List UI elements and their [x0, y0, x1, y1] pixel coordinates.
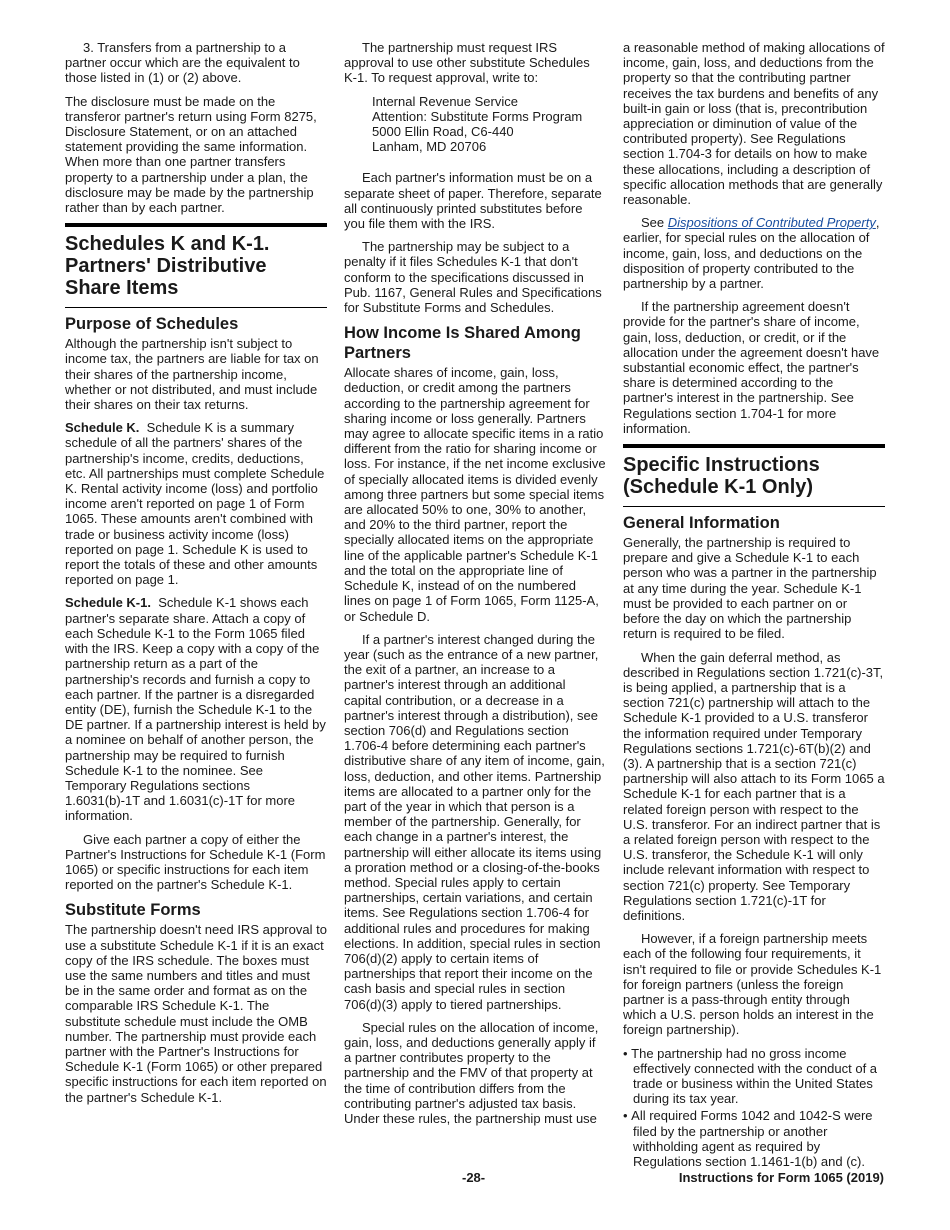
link-dispositions-contributed-property[interactable]: Dispositions of Contributed Property	[667, 215, 876, 231]
lead-schedule-k: Schedule K.	[65, 420, 140, 436]
paragraph-see-dispositions	[623, 215, 885, 291]
address-line: Internal Revenue Service	[372, 93, 518, 109]
section-divider	[65, 223, 327, 227]
paragraph-penalty: The partnership may be subject to a penalty if it files Schedules K-1 that don't conform to the specifications discussed in Pub. 1167, General Rules and Specifications for Substitute Forms and Schedules.	[344, 239, 602, 316]
see-prefix: See	[641, 215, 668, 231]
paragraph-foreign-partnership: However, if a foreign partnership meets each of the following four requirements, it isn't required to file or provide Schedules K-1 for foreign partners (unless the foreign partner is a pass-through entity through which a U.S. person holds an interest in the foreign partnership).	[623, 931, 882, 1038]
page-number: -28-	[462, 1170, 486, 1185]
heading-underline	[65, 307, 327, 308]
heading-substitute-forms: Substitute Forms	[65, 901, 201, 920]
bullet-item: • All required Forms 1042 and 1042-S were filed by the partnership or another withholding agent as required by Regulations section 1.1461-1(b) and (c).	[623, 1108, 873, 1169]
paragraph-interest-changed: If a partner's interest changed during the year (such as the entrance of a new partner, the exit of a partner, an increase to a partner's interest through an additional capital contribution, or a decrease in a partner's interest through a distribution), see section 706(d) and Regulations section 1.706-4 before determining each partner's distributive share of any item of income, gain, loss, deduction, and other items. Partnership items are allocated to a partner only for the part of the year in which that person is a member of the partnership. Generally, for each change in a partner's interest, the partnership will either allocate its items using a proration method or a closing-of-the-books method. Special rules apply to certain partnerships, certain variations, and certain items. See Regulations section 1.706-4 for additional rules and procedures for making elections. In addition, special rules in section 706(d)(2) apply to certain items of partnerships that report their income on the cash basis and special rules in section 706(d)(3) apply to tiered partnerships.	[344, 631, 605, 1012]
paragraph-allocate: Allocate shares of income, gain, loss, deduction, or credit among the partners according to the partnership agreement for sharing income or loss generally. Partners may agree to allocate specific items in a ratio different from the ratio for sharing income or loss. For instance, if the net income exclusive of specially allocated items is divided evenly among three partners but some special items are allocated 50% to one, 30% to another, and 20% to the third partner, report the specially allocated items on the appropriate line of the applicable partner's Schedule K-1 and the total on the appropriate line of Schedule K, instead of on the numbered lines on page 1 of Form 1065, Form 1125-A, or Schedule D.	[344, 365, 606, 624]
paragraph-gain-deferral: When the gain deferral method, as described in Regulations section 1.721(c)-3T, is being applied, a partnership that is a section 721(c) partnership will attach to the Schedule K-1 provided to a U.S. transferor the information required under Temporary Regulations sections 1.721(c)-6T(b)(2) and (3). A partnership that is a section 721(c) partnership will also attach to its Form 1065 a Schedule K-1 for each partner that is a related foreign person with respect to the U.S. transferor. For an indirect partner that is a related foreign person with respect to the U.S. transferor, the Schedule K-1 will only include relevant information with respect to section 721(c) property. See Temporary Regulations section 1.721(c)-1T for definitions.	[623, 649, 885, 923]
address-line: 5000 Ellin Road, C6-440	[372, 124, 514, 140]
paragraph-request-approval: The partnership must request IRS approval to use other substitute Schedules K-1. To request approval, write to:	[344, 40, 590, 86]
paragraph-transfers-3: 3. Transfers from a partnership to a partner occur which are the equivalent to those listed in (1) or (2) above.	[65, 40, 300, 86]
irs-address	[372, 94, 606, 155]
column-3	[623, 40, 885, 1171]
text-schedule-k1: Schedule K-1 shows each partner's separate share. Attach a copy of each Schedule K-1 to the Form 1065 filed with the IRS. Keep a copy with a copy of the partnership return as a part of the partnership's records and furnish a copy to each partner. If the partner is a disregarded entity (DE), furnish the Schedule K-1 to the DE partner. If a partnership interest is held by a nominee on behalf of another person, the partnership may be required to furnish Schedule K-1 to the nominee. See Temporary Regulations sections 1.6031(b)-1T and 1.6031(c)-1T for more information.	[65, 595, 326, 824]
paragraph-general: Generally, the partnership is required to prepare and give a Schedule K-1 to each person who was a partner in the partnership at any time during the year. Schedule K-1 must be provided to each partner on or before the day on which the partnership return is required to be filed.	[623, 535, 877, 642]
bullet-item: • The partnership had no gross income effectively connected with the conduct of a trade or business within the United States during its tax year.	[623, 1045, 878, 1107]
form-title: Instructions for Form 1065 (2019)	[678, 1170, 884, 1185]
address-line: Attention: Substitute Forms Program	[372, 108, 583, 124]
paragraph-reasonable-method: a reasonable method of making allocations of income, gain, loss, and deductions from the property so that the contributing partner receives the tax burdens and benefits of any built-in gain or loss (that is, precontribution appreciation or diminution of value of the contributed property). See Regulations section 1.704-3 for details on how to make these allocations, including a description of specific allocation methods that are generally reasonable.	[623, 40, 885, 208]
paragraph-purpose: Although the partnership isn't subject to income tax, the partners are liable for tax on their shares of the partnership income, whether or not distributed, and must include their shares on their tax returns.	[65, 336, 319, 413]
heading-specific-instructions: Specific Instructions (Schedule K-1 Only)	[623, 454, 820, 499]
address-line: Lanham, MD 20706	[372, 139, 487, 155]
heading-how-income-shared: How Income Is Shared Among Partners	[344, 324, 581, 363]
column-2	[344, 40, 606, 1134]
see-suffix: , earlier, for special rules on the allocation of income, gain, loss, and deductions on the disposition of property contributed to the partnership by a partner.	[623, 215, 880, 292]
paragraph-separate-sheet: Each partner's information must be on a separate sheet of paper. Therefore, separate all continuously printed substitutes before you file them with the IRS.	[344, 170, 602, 232]
paragraph-substitute: The partnership doesn't need IRS approval to use a substitute Schedule K-1 if it is an exact copy of the IRS schedule. The boxes must use the same numbers and titles and must be in the same order and format as on the comparable IRS Schedule K-1. The substitute schedule must include the OMB number. The partnership must provide each partner with the Partner's Instructions for Schedule K-1 (Form 1065) or other prepared specific instructions for each item reported on the partner's Schedule K-1.	[65, 922, 327, 1105]
paragraph-schedule-k1	[65, 595, 327, 823]
paragraph-agreement: If the partnership agreement doesn't provide for the partner's share of income, gain, loss, deduction, or credit, or if the allocation under the agreement doesn't have substantial economic effect, the partner's share is determined according to the partner's interest in the partnership. See Regulations section 1.704-1 for more information.	[623, 299, 880, 436]
text-schedule-k: Schedule K is a summary schedule of all the partners' shares of the partnership's income, credits, deductions, etc. All partnerships must complete Schedule K. Rental activity income (loss) and portfolio income aren't reported on page 1 of Form 1065. These amounts aren't combined with trade or business activity income (loss) reported on page 1. Schedule K is used to report the totals of these and other amounts reported on page 1.	[65, 420, 325, 588]
heading-underline	[623, 506, 885, 507]
heading-schedules-k-k1: Schedules K and K-1. Partners' Distributive Share Items	[65, 233, 270, 300]
bullet-text: The partnership had no gross income effectively connected with the conduct of a trade or business within the United States during its tax year.	[631, 1045, 878, 1107]
paragraph-schedule-k	[65, 420, 327, 587]
paragraph-give-copy: Give each partner a copy of either the Partner's Instructions for Schedule K-1 (Form 1065) or specific instructions for each item reported on the partner's Schedule K-1.	[65, 831, 326, 893]
paragraph-special-rules: Special rules on the allocation of income, gain, loss, and deductions generally apply if a partner contributes property to the partnership and the FMV of that property at the time of contribution differs from the contributing partner's adjusted tax basis. Under these rules, the partnership must use	[344, 1019, 599, 1126]
paragraph-disclosure: The disclosure must be made on the transferor partner's return using Form 8275, Disclosure Statement, or on an attached statement providing the same information. When more than one partner transfers property to a partnership under a plan, the disclosure may be made by the partnership rather than by each partner.	[65, 93, 317, 216]
bullet-text: All required Forms 1042 and 1042-S were filed by the partnership or another withholding agent as required by Regulations section 1.1461-1(b) and (c).	[631, 1108, 873, 1169]
lead-schedule-k1: Schedule K-1.	[65, 595, 151, 611]
section-divider	[623, 444, 885, 448]
heading-purpose-of-schedules: Purpose of Schedules	[65, 315, 239, 334]
column-1	[65, 40, 327, 1113]
heading-general-information: General Information	[623, 514, 780, 533]
